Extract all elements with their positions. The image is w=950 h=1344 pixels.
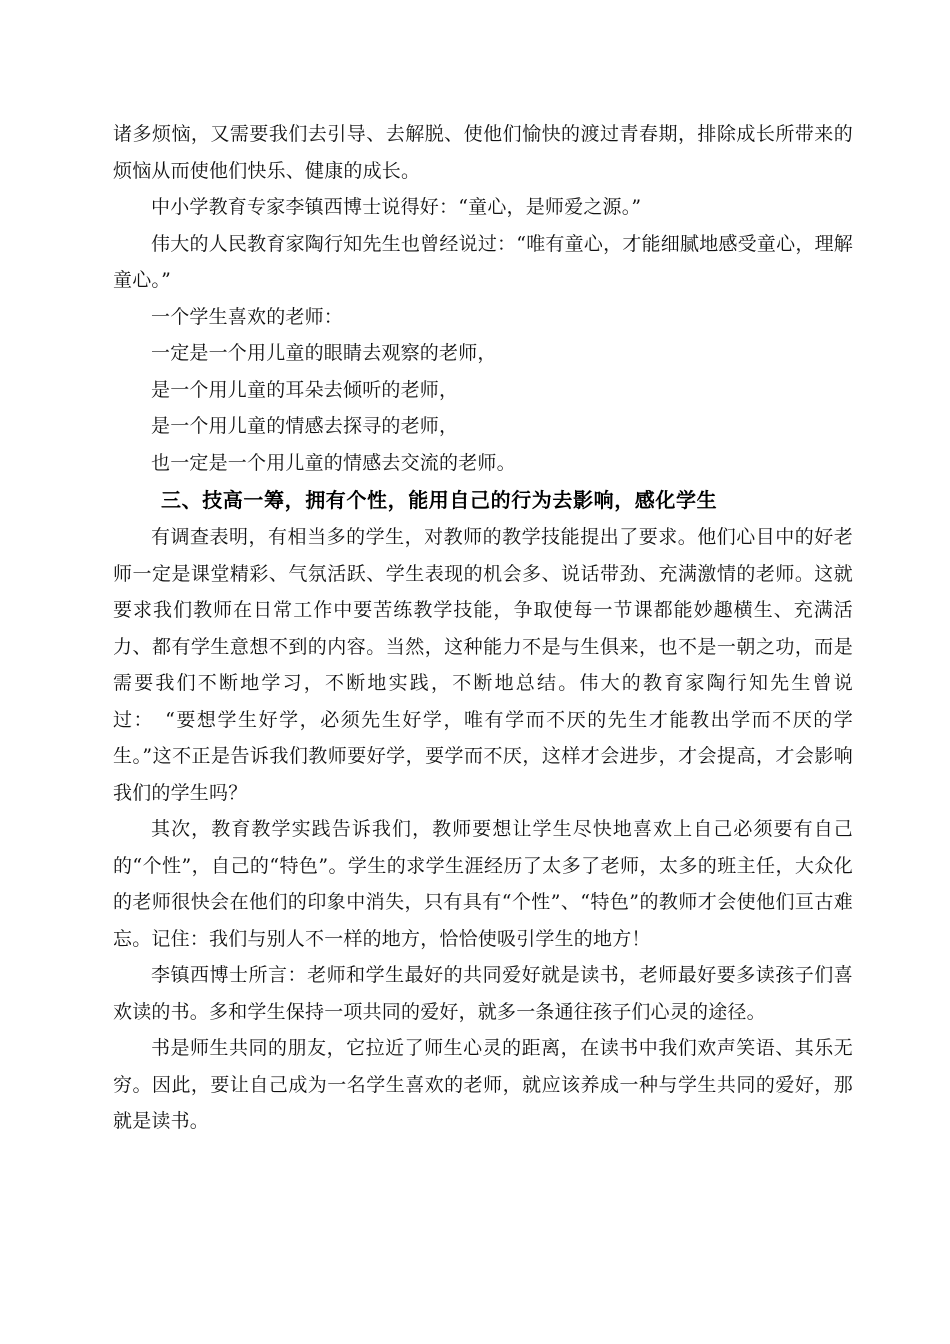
paragraph-list-line-3: 是一个用儿童的情感去探寻的老师， (151, 415, 459, 437)
paragraph-list-line-2: 是一个用儿童的耳朵去倾听的老师， (151, 378, 459, 401)
section-heading: 三、技高一筹，拥有个性，能用自己的行为去影响，感化学生 (161, 488, 718, 512)
paragraph-teaching-skills: 有调查表明，有相当多的学生，对教师的教学技能提出了要求。他们心目中的好老师一定是课堂精彩、气氛活跃、学生表现的机会多、说话带劲、充满激情的老师。这就要求我们教师在日常工作中要苦练教学技能，争取使每一节课都能妙趣横生、充满活力、都有学生意想不到的内容。当然，这种能力不是与生俱来，也不是一朝之功，而是需要我们不断地学习，不断地实践，不断地总结。伟大的教育家陶行知先生曾说过： “要想学生好学，必须先生好学，唯有学而不厌的先生才能教出学而不厌的学生。”这不正是告诉我们教师要好学，要学而不厌，这样才会进步，才会提高，才会影响我们的学生吗？ (113, 526, 853, 804)
paragraph-continued: 诸多烦恼，又需要我们去引导、去解脱、使他们愉快的渡过青春期，排除成长所带来的烦恼从而使他们快乐、健康的成长。 (113, 123, 853, 182)
paragraph-list-line-1: 一定是一个用儿童的眼睛去观察的老师， (151, 342, 497, 364)
document-body (113, 116, 853, 1140)
paragraph-books-friends: 书是师生共同的朋友，它拉近了师生心灵的距离，在读书中我们欢声笑语、其乐无穷。因此，要让自己成为一名学生喜欢的老师，就应该养成一种与学生共同的爱好，那就是读书。 (113, 1037, 853, 1132)
paragraph-list-line-4: 也一定是一个用儿童的情感去交流的老师。 (151, 451, 516, 474)
paragraph-personality: 其次，教育教学实践告诉我们，教师要想让学生尽快地喜欢上自己必须要有自己的“个性”，自己的“特色”。学生的求学生涯经历了太多了老师，太多的班主任，大众化的老师很快会在他们的印象中消失，只有具有“个性”、“特色”的教师才会使他们亘古难忘。记住：我们与别人不一样的地方，恰恰使吸引学生的地方！ (113, 818, 853, 950)
paragraph-reading-hobby: 李镇西博士所言：老师和学生最好的共同爱好就是读书，老师最好要多读孩子们喜欢读的书。多和学生保持一项共同的爱好，就多一条通往孩子们心灵的途径。 (113, 964, 853, 1023)
paragraph-list-intro: 一个学生喜欢的老师： (151, 305, 344, 328)
paragraph-quote-tao-xingzhi: 伟大的人民教育家陶行知先生也曾经说过：“唯有童心，才能细腻地感受童心，理解童心。” (113, 232, 853, 291)
paragraph-quote-li-zhenxi: 中小学教育专家李镇西博士说得好：“童心，是师爱之源。” (151, 196, 642, 218)
